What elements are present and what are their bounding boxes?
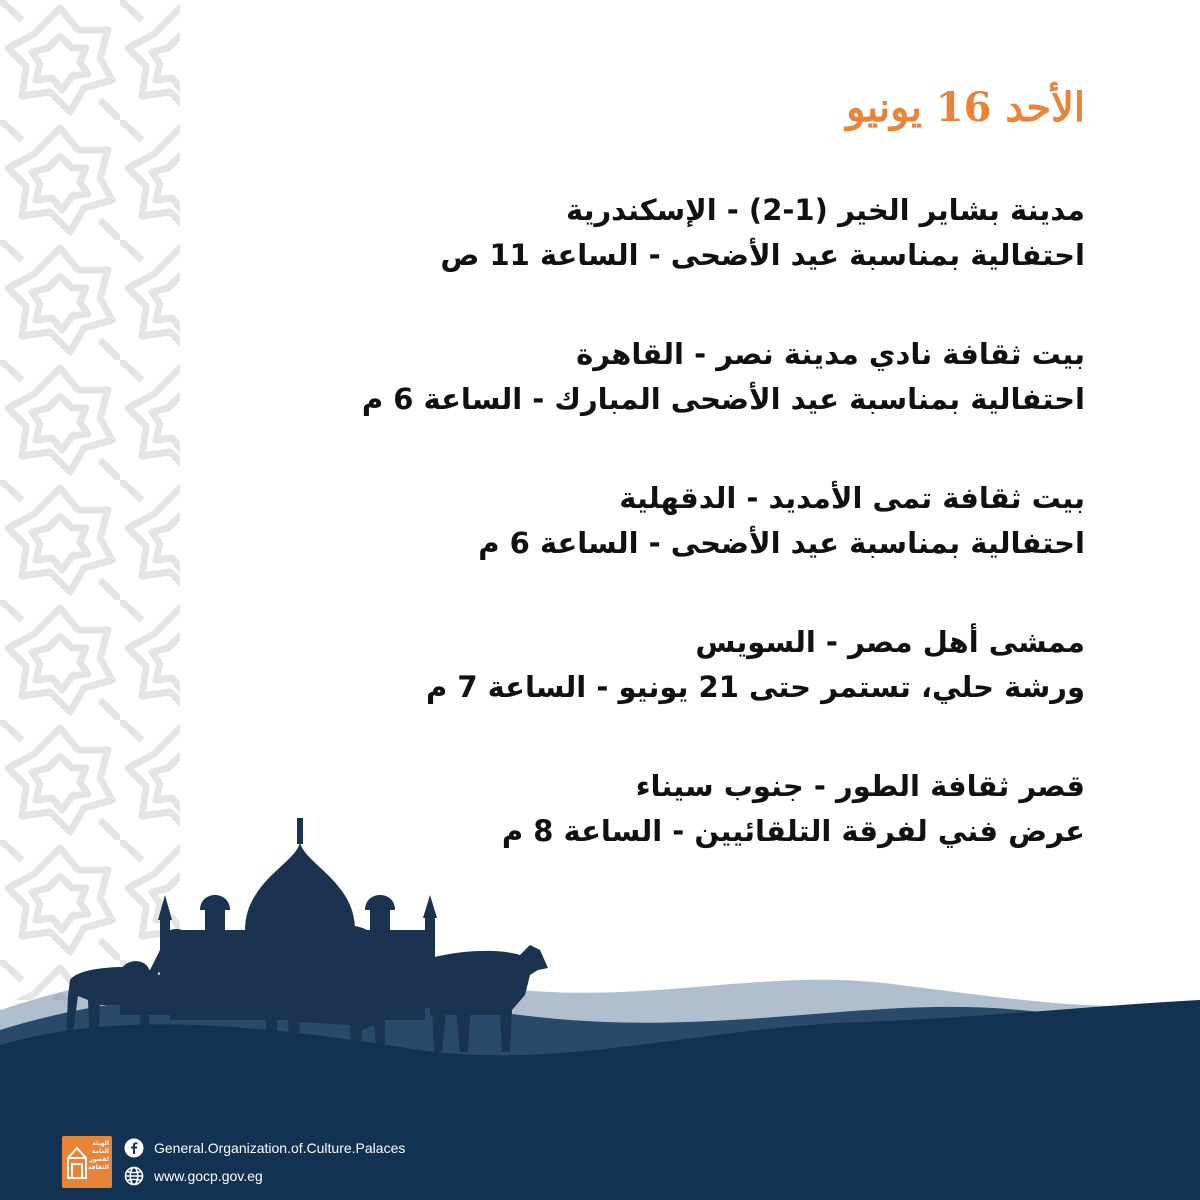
footer xyxy=(62,1135,405,1189)
event-detail: احتفالية بمناسبة عيد الأضحى المبارك - الساعة 6 م xyxy=(361,382,1085,416)
contact-list xyxy=(124,1138,405,1186)
logo-text: الهيئة العامة لقصور الثقافة xyxy=(88,1140,109,1171)
event-item xyxy=(265,764,1085,854)
event-detail: عرض فني لفرقة التلقائيين - الساعة 8 م xyxy=(501,814,1085,848)
event-item xyxy=(265,620,1085,710)
facebook-link[interactable] xyxy=(124,1138,405,1158)
website-link[interactable] xyxy=(124,1166,405,1186)
event-venue: بيت ثقافة تمى الأمديد - الدقهلية xyxy=(619,481,1085,515)
event-item xyxy=(265,188,1085,278)
event-detail: احتفالية بمناسبة عيد الأضحى - الساعة 11 ص xyxy=(440,238,1085,272)
events-list xyxy=(265,188,1085,908)
event-venue: بيت ثقافة نادي مدينة نصر - القاهرة xyxy=(576,337,1085,371)
logo-icon xyxy=(62,1136,112,1188)
website-url: www.gocp.gov.eg xyxy=(154,1168,263,1184)
event-item xyxy=(265,332,1085,422)
event-detail: ورشة حلي، تستمر حتى 21 يونيو - الساعة 7 م xyxy=(425,670,1085,704)
event-venue: ممشى أهل مصر - السويس xyxy=(695,625,1085,659)
event-item xyxy=(265,476,1085,566)
facebook-handle: General.Organization.of.Culture.Palaces xyxy=(154,1140,406,1156)
event-detail: احتفالية بمناسبة عيد الأضحى - الساعة 6 م xyxy=(478,526,1085,560)
event-venue: قصر ثقافة الطور - جنوب سيناء xyxy=(635,769,1085,803)
facebook-icon xyxy=(124,1138,144,1158)
page-title: الأحد 16 يونيو xyxy=(846,84,1085,131)
logo-mark xyxy=(66,1144,88,1180)
event-venue: مدينة بشاير الخير (1-2) - الإسكندرية xyxy=(566,193,1085,227)
globe-icon xyxy=(124,1166,144,1186)
